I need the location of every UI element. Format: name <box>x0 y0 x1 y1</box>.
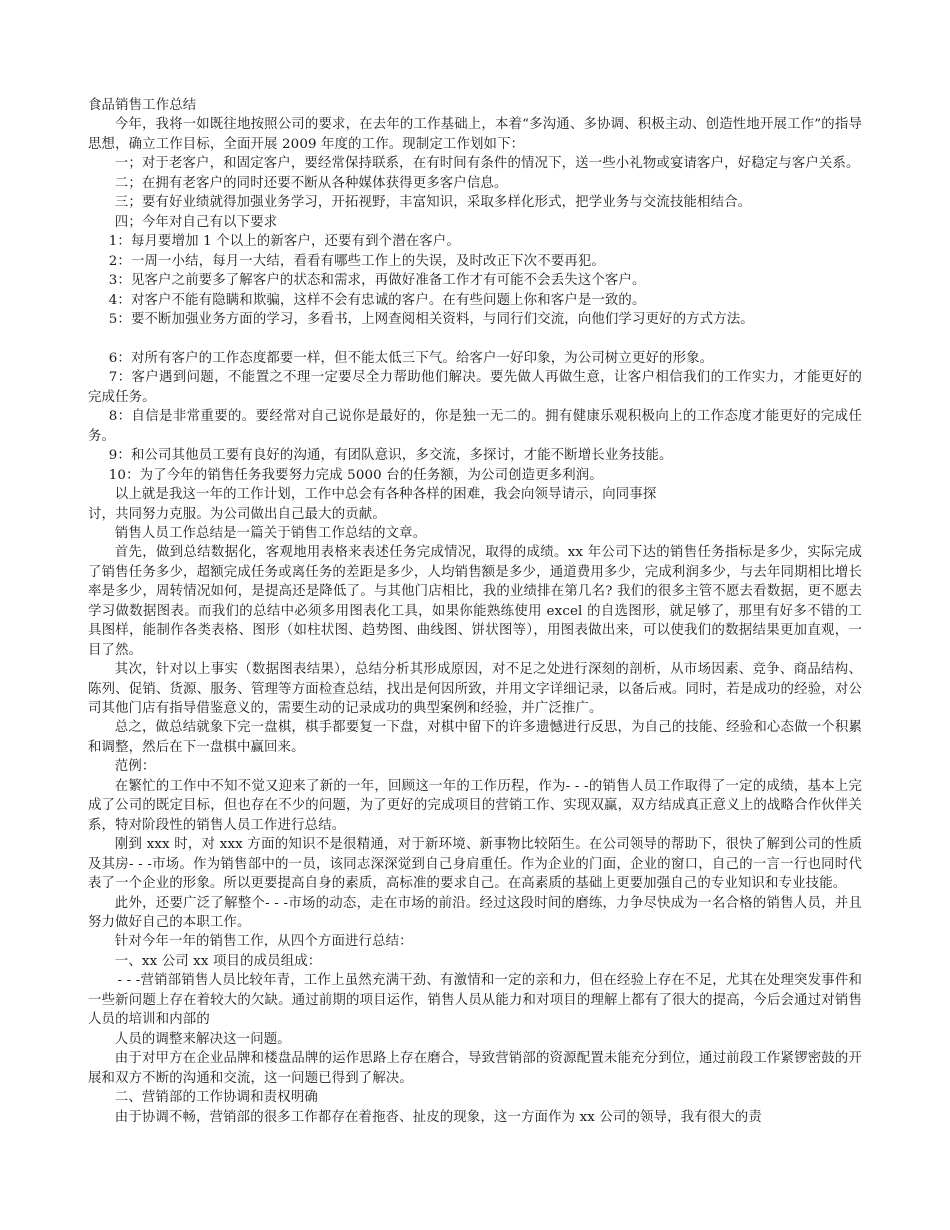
paragraph-section-one-body: - - -营销部销售人员比较年青，工作上虽然充满干劲、有激情和一定的亲和力，但在经验上存在不足，尤其在处理突发事件和一些新问题上存在着较大的欠缺。通过前期的项目运作，销售人员从能力和对项目的理解上都有了很大的提高，今后会通过对销售人员的培训和内部的 <box>88 973 862 1028</box>
numbered-item-6: 6：对所有客户的工作态度都要一样，但不能太低三下气。给客户一好印象，为公司树立更好的形象。 <box>108 350 714 366</box>
paragraph-section-one-body-2: 人员的调整来解决这一问题。 <box>114 1031 291 1047</box>
paragraph-example-label: 范例： <box>114 759 156 775</box>
paragraph-third-point: 总之，做总结就象下完一盘棋，棋手都要复一下盘，对棋中留下的许多遗憾进行反思，为自己的技能、经验和心态做一个积累和调整，然后在下一盘棋中赢回来。 <box>88 720 862 755</box>
paragraph-section-one-heading: 一、xx 公司 xx 项目的成员组成： <box>114 953 322 969</box>
paragraph-spacer <box>88 329 862 348</box>
paragraph-example-three: 此外，还要广泛了解整个- - -市场的动态，走在市场的前沿。经过这段时间的磨练，力争尽快成为一名合格的销售人员，并且努力做好自己的本职工作。 <box>88 895 862 931</box>
paragraph-item-three: 三；要有好业绩就得加强业务学习，开拓视野，丰富知识，采取多样化形式，把学业务与交流技能相结合。 <box>114 195 752 211</box>
numbered-item-2: 2：一周一小结，每月一大结，看看有哪些工作上的失误，及时改正下次不要再犯。 <box>108 253 605 269</box>
numbered-item-1: 1：每月要增加 1 个以上的新客户，还要有到个潜在客户。 <box>108 234 460 250</box>
numbered-item-9: 9：和公司其他员工要有良好的沟通，有团队意识，多交流，多探讨，才能不断增长业务技能。 <box>108 448 673 464</box>
paragraph-plan-closing-b: 讨，共同努力克服。为公司做出自己最大的贡献。 <box>88 506 386 522</box>
paragraph-first-point: 首先，做到总结数据化，客观地用表格来表述任务完成情况，取得的成绩。xx 年公司下达的销售任务指标是多少，实际完成了销售任务多少，超额完成任务或离任务的差距是多少，人均销售额是多少，通道费用多少，完成利润多少，与去年同期相比增长率是多少，周转情况如何，是提高还是降低了。与其他门店相比，我的业绩排在第几名? 我们的很多主管不愿去看数据，更不愿去学习做数据图表。而我们的总结中必须多用图表化工具，如果你能熟练使用 excel 的自选图形，就足够了，那里有好多不错的工具图样，能制作各类表格、图形（如柱状图、趋势图、曲线图、饼状图等），用图表做出来，可以使我们的数据结果更加直观，一目了然。 <box>88 545 862 658</box>
paragraph-item-one: 一；对于老客户，和固定客户，要经常保持联系，在有时间有条件的情况下，送一些小礼物或宴请客户，好稳定与客户关系。 <box>114 156 860 172</box>
numbered-item-4: 4：对客户不能有隐瞒和欺骗，这样不会有忠诚的客户。在有些问题上你和客户是一致的。 <box>108 292 646 308</box>
numbered-item-8: 8：自信是非常重要的。要经常对自己说你是最好的，你是独一无二的。拥有健康乐观积极向上的工作态度才能更好的完成任务。 <box>88 409 862 444</box>
document-title: 食品销售工作总结 <box>88 98 197 113</box>
numbered-item-7: 7：客户遇到问题，不能置之不理一定要尽全力帮助他们解决。要先做人再做生意，让客户相信我们的工作实力，才能更好的完成任务。 <box>88 370 862 405</box>
document-text-body <box>88 96 862 1127</box>
paragraph-example-two: 刚到 xxx 时，对 xxx 方面的知识不是很精通，对于新环境、新事物比较陌生。在公司领导的帮助下，很快了解到公司的性质及其房- - -市场。作为销售部中的一员，该同志深深觉到自己身肩重任。作为企业的门面，企业的窗口，自己的一言一行也同时代表了一个企业的形象。所以更要提高自身的素质，高标准的要求自己。在高素质的基础上更要加强自己的专业知识和专业技能。 <box>88 837 862 892</box>
paragraph-example-one: 在繁忙的工作中不知不觉又迎来了新的一年，回顾这一年的工作历程，作为- - -的销售人员工作取得了一定的成绩，基本上完成了公司的既定目标，但也存在不少的问题，为了更好的完成项目的营销工作、实现双赢，双方结成真正意义上的战略合作伙伴关系，特对阶段性的销售人员工作进行总结。 <box>88 778 862 833</box>
paragraph-example-four: 针对今年一年的销售工作，从四个方面进行总结： <box>114 934 413 950</box>
paragraph-section-one-body-3: 由于对甲方在企业品牌和楼盘品牌的运作思路上存在磨合，导致营销部的资源配置未能充分到位，通过前段工作紧锣密鼓的开展和双方不断的沟通和交流，这一问题已得到了解决。 <box>88 1051 862 1086</box>
paragraph-intro: 今年，我将一如既往地按照公司的要求，在去年的工作基础上，本着“多沟通、多协调、积极主动、创造性地开展工作”的指导思想，确立工作目标，全面开展 2009 年度的工作。现制定工作划如下： <box>88 117 862 152</box>
paragraph-plan-closing-a: 以上就是我这一年的工作计划，工作中总会有各种各样的困难，我会向领导请示，向同事探 <box>114 487 657 503</box>
paragraph-section-two-body: 由于协调不畅，营销部的很多工作都存在着拖沓、扯皮的现象，这一方面作为 xx 公司的领导，我有很大的责 <box>114 1109 762 1125</box>
numbered-item-10: 10：为了今年的销售任务我要努力完成 5000 台的任务额，为公司创造更多利润。 <box>108 467 603 483</box>
paragraph-item-four: 四；今年对自己有以下要求 <box>114 214 278 230</box>
paragraph-section-two-heading: 二、营销部的工作协调和责权明确 <box>114 1090 318 1106</box>
paragraph-second-point: 其次，针对以上事实（数据图表结果），总结分析其形成原因，对不足之处进行深刻的剖析，从市场因素、竞争、商品结构、陈列、促销、货源、服务、管理等方面检查总结，找出是何因所致，并用文字详细记录，以备后戒。同时，若是成功的经验，对公司其他门店有指导借鉴意义的，需要生动的记录成功的典型案例和经验，并广泛推广。 <box>88 662 862 717</box>
paragraph-item-two: 二；在拥有老客户的同时还要不断从各种媒体获得更多客户信息。 <box>114 175 508 191</box>
paragraph-summary-intro: 销售人员工作总结是一篇关于销售工作总结的文章。 <box>114 525 427 541</box>
numbered-item-3: 3：见客户之前要多了解客户的状态和需求，再做好准备工作才有可能不会丢失这个客户。 <box>108 273 646 289</box>
numbered-item-5: 5：要不断加强业务方面的学习，多看书，上网查阅相关资料，与同行们交流，向他们学习更好的方式方法。 <box>108 311 754 327</box>
